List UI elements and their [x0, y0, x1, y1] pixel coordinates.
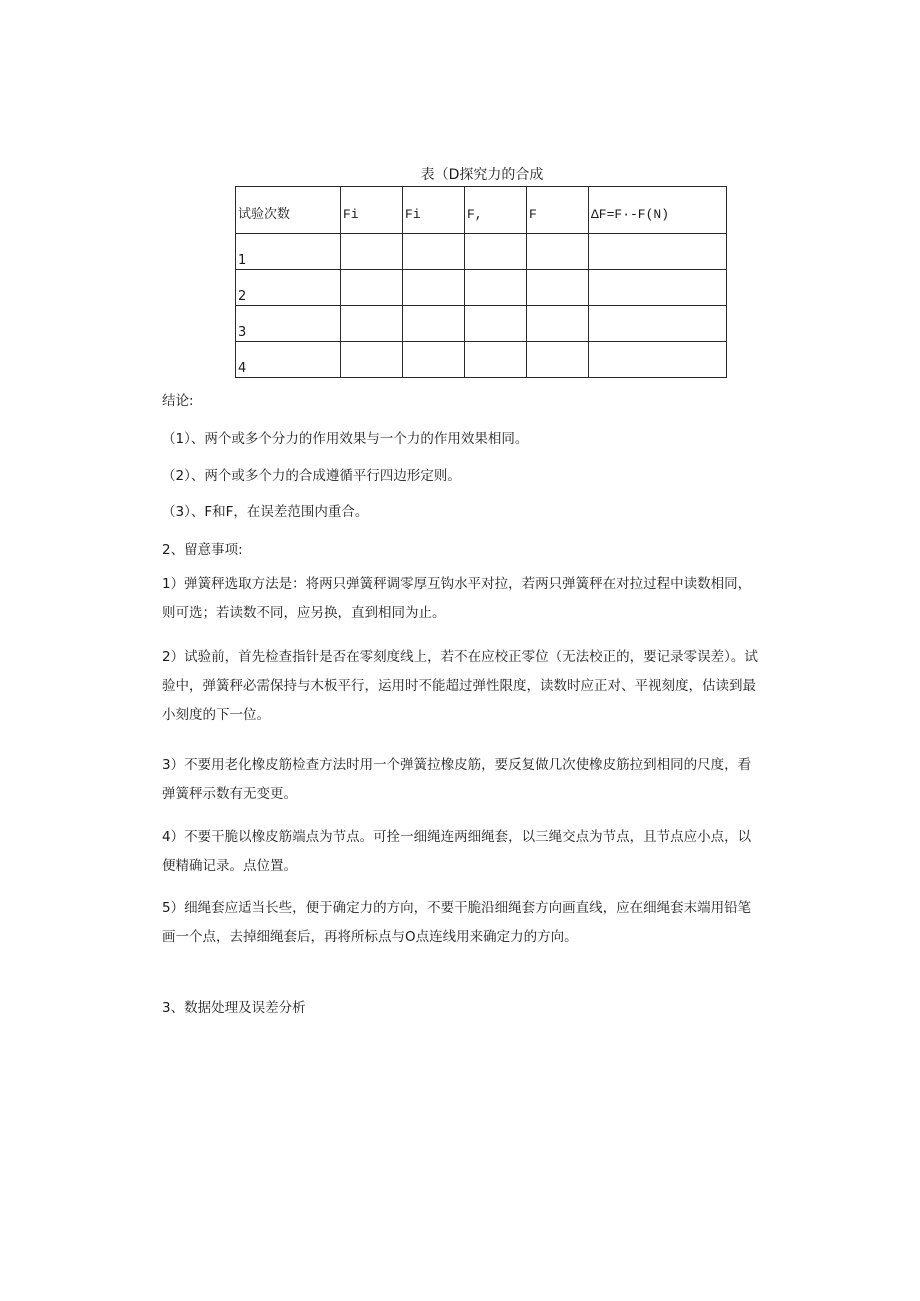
- table-cell: [341, 306, 403, 342]
- row-index: 2: [236, 270, 341, 306]
- table-cell: [465, 270, 527, 306]
- table-cell: [527, 342, 589, 378]
- note-item-4: 4）不要干脆以橡皮筋端点为节点。可拴一细绳连两细绳套，以三绳交点为节点，且节点应小点，以便精确记录。点位置。: [162, 829, 752, 874]
- conclusion-heading: 结论:: [162, 393, 194, 409]
- note-item-1: 1）弹簧秤选取方法是：将两只弹簧秤调零厚互钩水平对拉，若两只弹簧秤在对拉过程中读数相同，则可选；若读数不同，应另换，直到相同为止。: [162, 576, 752, 621]
- table-cell: [527, 306, 589, 342]
- note-item-2: 2）试验前，首先检查指针是否在零刻度线上，若不在应校正零位（无法校正的，要记录零误差）。试验中，弹簧秤必需保持与木板平行，运用时不能超过弹性限度，读数时应正对、平视刻度，估读到最小刻度的下一位。: [162, 649, 758, 723]
- table-cell: [341, 270, 403, 306]
- header-trial-count: 试验次数: [236, 187, 341, 234]
- table-cell: [465, 234, 527, 270]
- table-row: [236, 342, 727, 378]
- table-row: [236, 270, 727, 306]
- table-cell: [403, 342, 465, 378]
- conclusion-item: （2）、两个或多个力的合成遵循平行四边形定则。: [162, 468, 461, 484]
- row-index: 1: [236, 234, 341, 270]
- table-cell: [403, 234, 465, 270]
- table-header-row: [236, 187, 727, 234]
- table-cell: [527, 234, 589, 270]
- table-row: [236, 234, 727, 270]
- row-index: 3: [236, 306, 341, 342]
- notes-heading: 2、留意事项:: [162, 542, 243, 558]
- table-cell: [341, 342, 403, 378]
- table-cell: [589, 306, 727, 342]
- table-cell: [527, 270, 589, 306]
- table-cell: [465, 342, 527, 378]
- conclusion-item: （1）、两个或多个分力的作用效果与一个力的作用效果相同。: [162, 431, 529, 447]
- header-f: F: [527, 187, 589, 234]
- force-composition-table: [235, 186, 727, 378]
- row-index: 4: [236, 342, 341, 378]
- table-cell: [589, 342, 727, 378]
- header-f1: Fi: [341, 187, 403, 234]
- table-row: [236, 306, 727, 342]
- table-cell: [341, 234, 403, 270]
- note-item-5: 5）细绳套应适当长些，便于确定力的方向，不要干脆沿细绳套方向画直线，应在细绳套末端用铅笔画一个点，去掉细绳套后，再将所标点与O点连线用来确定力的方向。: [162, 900, 752, 945]
- table-caption: 表（D探究力的合成: [420, 167, 544, 183]
- header-f2: Fi: [403, 187, 465, 234]
- conclusion-item: （3）、F和F，在误差范围内重合。: [162, 504, 369, 520]
- table-cell: [589, 234, 727, 270]
- table-cell: [589, 270, 727, 306]
- note-item-3: 3）不要用老化橡皮筋检查方法时用一个弹簧拉橡皮筋，要反复做几次使橡皮筋拉到相同的尺度，看弹簧秤示数有无变更。: [162, 757, 752, 802]
- header-delta-f: ΔF=F·-F(N): [589, 187, 727, 234]
- section-3-heading: 3、数据处理及误差分析: [162, 1000, 306, 1016]
- table-cell: [403, 306, 465, 342]
- table-cell: [465, 306, 527, 342]
- table-cell: [403, 270, 465, 306]
- header-f-prime: F,: [465, 187, 527, 234]
